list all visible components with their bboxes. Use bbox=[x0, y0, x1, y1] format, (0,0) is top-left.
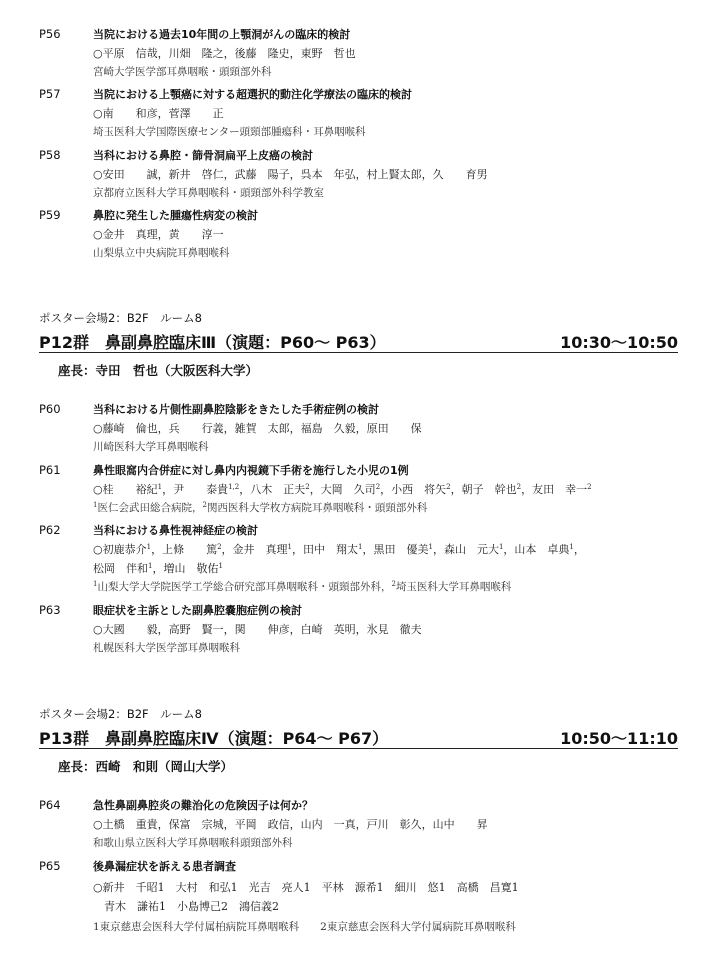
abstract-title bbox=[93, 522, 258, 539]
abstract-affiliation bbox=[93, 245, 230, 262]
abstract-affiliation bbox=[93, 124, 366, 141]
text-segment: ○平原 信哉，川畑 隆之，後藤 隆史，東野 哲也 bbox=[93, 47, 356, 60]
text-segment: ，小西 将矢 bbox=[380, 483, 447, 496]
affiliation-marker: 1 bbox=[569, 543, 574, 551]
text-segment: 当科における鼻性視神経症の検討 bbox=[93, 524, 258, 537]
text-segment: 当院における上顎癌に対する超選択的動注化学療法の臨床的検討 bbox=[93, 88, 412, 101]
text-segment: 山梨大学大学院医学工学総合研究部耳鼻咽喉科・頭頸部外科， bbox=[97, 581, 392, 593]
text-segment: 青木 謙祐1 小島博己2 鴻信義2 bbox=[93, 900, 279, 913]
session-venue: ポスター会場2：B2F ルーム8 bbox=[39, 311, 202, 325]
text-segment: 後鼻漏症状を訴える患者調査 bbox=[93, 860, 236, 873]
affiliation-marker: 2 bbox=[391, 580, 396, 588]
affiliation-marker: 1 bbox=[218, 562, 223, 570]
affiliation-marker: 2 bbox=[202, 501, 207, 509]
session-chair: 座長：寺田 哲也（大阪医科大学） bbox=[58, 363, 259, 378]
abstract-affiliation bbox=[93, 439, 209, 456]
abstract-affiliation bbox=[93, 64, 272, 81]
abstract-number: P57 bbox=[39, 87, 61, 101]
session-chair: 座長：西崎 和則（岡山大学） bbox=[58, 759, 234, 774]
abstract-authors bbox=[93, 226, 224, 243]
abstract-number: P58 bbox=[39, 148, 61, 162]
abstract-affiliation bbox=[93, 185, 324, 202]
abstract-number: P64 bbox=[39, 798, 61, 812]
text-segment: 京都府立医科大学耳鼻咽喉科・頭頸部外科学教室 bbox=[93, 187, 324, 199]
abstract-number: P63 bbox=[39, 603, 61, 617]
abstract-title bbox=[93, 462, 409, 479]
text-segment: 鼻性眼窩内合併症に対し鼻内内視鏡下手術を施行した小児の1例 bbox=[93, 464, 409, 477]
text-segment: ，八木 正夫 bbox=[239, 483, 306, 496]
affiliation-marker: 1,2 bbox=[228, 483, 240, 491]
affiliation-marker: 1 bbox=[146, 543, 152, 551]
text-segment: 埼玉医科大学耳鼻咽喉科 bbox=[395, 581, 512, 593]
abstract-number: P59 bbox=[39, 208, 61, 222]
text-segment: ○藤崎 倫也，兵 行義，雑賀 太郎，福島 久毅，原田 保 bbox=[93, 422, 422, 435]
text-segment: 鼻腔に発生した腫瘍性病変の検討 bbox=[93, 209, 258, 222]
affiliation-marker: 2 bbox=[587, 483, 592, 491]
abstract-authors bbox=[93, 420, 422, 437]
text-segment: ○大國 毅，高野 賢一，関 伸彦，白崎 英明，氷見 徹夫 bbox=[93, 623, 422, 636]
session-time: 10:30～10:50 bbox=[560, 333, 678, 352]
abstract-authors bbox=[93, 560, 223, 577]
affiliation-marker: 2 bbox=[446, 483, 451, 491]
affiliation-marker: 1 bbox=[358, 543, 363, 551]
text-segment: 医仁会武田総合病院， bbox=[97, 502, 203, 514]
text-segment: ，山本 卓典 bbox=[503, 543, 570, 556]
session-venue: ポスター会場2：B2F ルーム8 bbox=[39, 707, 202, 721]
text-segment: 札幌医科大学医学部耳鼻咽喉科 bbox=[93, 642, 240, 654]
abstract-number: P62 bbox=[39, 523, 61, 537]
abstract-authors bbox=[93, 481, 592, 498]
text-segment: 急性鼻副鼻腔炎の難治化の危険因子は何か？ bbox=[93, 799, 313, 812]
text-segment: 山梨県立中央病院耳鼻咽喉科 bbox=[93, 247, 230, 259]
text-segment: 松岡 伴和 bbox=[93, 562, 148, 575]
abstract-number: P56 bbox=[39, 27, 61, 41]
abstract-title bbox=[93, 26, 350, 43]
abstract-affiliation bbox=[93, 500, 427, 517]
session-title: P12群 鼻副鼻腔臨床Ⅲ（演題：P60～ P63） bbox=[39, 333, 386, 352]
abstract-authors bbox=[93, 621, 422, 638]
abstract-title bbox=[93, 86, 412, 103]
abstract-affiliation bbox=[93, 579, 511, 596]
abstract-title bbox=[93, 207, 258, 224]
text-segment: ○新井 千昭1 大村 和弘1 光吉 亮人1 平林 源希1 細川 悠1 高橋 昌寛1 bbox=[93, 881, 519, 894]
text-segment: 宮崎大学医学部耳鼻咽喉・頭頸部外科 bbox=[93, 66, 272, 78]
affiliation-marker: 2 bbox=[516, 483, 522, 491]
abstract-title bbox=[93, 858, 236, 875]
text-segment: ，増山 敬佑 bbox=[152, 562, 219, 575]
abstract-title bbox=[93, 602, 302, 619]
affiliation-marker: 1 bbox=[287, 543, 293, 551]
session-time: 10:50～11:10 bbox=[560, 729, 678, 748]
text-segment: ，尹 泰貴 bbox=[162, 483, 229, 496]
abstract-authors bbox=[93, 879, 519, 896]
affiliation-marker: 1 bbox=[148, 562, 153, 570]
text-segment: ○土橋 重貴，保富 宗城，平岡 政信，山内 一真，戸川 彰久，山中 昇 bbox=[93, 818, 488, 831]
abstract-authors bbox=[93, 45, 356, 62]
abstract-affiliation bbox=[93, 640, 240, 657]
affiliation-marker: 1 bbox=[93, 501, 98, 509]
abstract-authors bbox=[93, 105, 224, 122]
text-segment: ，森山 元大 bbox=[432, 543, 499, 556]
affiliation-marker: 2 bbox=[305, 483, 310, 491]
affiliation-marker: 1 bbox=[428, 543, 433, 551]
abstract-title bbox=[93, 797, 313, 814]
abstract-number: P61 bbox=[39, 463, 61, 477]
abstract-title bbox=[93, 147, 313, 164]
affiliation-marker: 2 bbox=[217, 543, 222, 551]
text-segment: ○桂 裕紀 bbox=[93, 483, 158, 496]
abstract-authors bbox=[93, 898, 279, 915]
text-segment: ，黒田 優美 bbox=[362, 543, 429, 556]
abstract-authors bbox=[93, 816, 488, 833]
text-segment: 川崎医科大学耳鼻咽喉科 bbox=[93, 441, 209, 453]
text-segment: ○初鹿恭介 bbox=[93, 543, 147, 556]
affiliation-marker: 2 bbox=[375, 483, 381, 491]
affiliation-marker: 1 bbox=[498, 543, 504, 551]
text-segment: ，上條 篤 bbox=[151, 543, 218, 556]
text-segment: ，朝子 幹也 bbox=[450, 483, 517, 496]
text-segment: 1東京慈恵会医科大学付属柏病院耳鼻咽喉科 2東京慈恵会医科大学付属病院耳鼻咽喉科 bbox=[93, 921, 516, 933]
text-segment: 関西医科大学枚方病院耳鼻咽喉科・頭頸部外科 bbox=[206, 502, 428, 514]
text-segment: ，田中 翔太 bbox=[292, 543, 359, 556]
text-segment: 当院における過去10年間の上顎洞がんの臨床的検討 bbox=[93, 28, 351, 41]
session-divider bbox=[39, 748, 678, 749]
session-title: P13群 鼻副鼻腔臨床Ⅳ（演題：P64～ P67） bbox=[39, 729, 389, 748]
text-segment: 埼玉医科大学国際医療センター頭頸部腫瘍科・耳鼻咽喉科 bbox=[93, 126, 366, 138]
text-segment: ，友田 幸一 bbox=[521, 483, 588, 496]
abstract-number: P60 bbox=[39, 402, 61, 416]
affiliation-marker: 1 bbox=[157, 483, 163, 491]
abstract-authors bbox=[93, 541, 585, 558]
text-segment: 眼症状を主訴とした副鼻腔嚢胞症例の検討 bbox=[93, 604, 302, 617]
text-segment: ○南 和彦，菅澤 正 bbox=[93, 107, 224, 120]
abstract-affiliation bbox=[93, 919, 516, 936]
affiliation-marker: 1 bbox=[93, 580, 98, 588]
abstract-title bbox=[93, 401, 379, 418]
text-segment: 当科における鼻腔・篩骨洞扁平上皮癌の検討 bbox=[93, 149, 313, 162]
text-segment: 当科における片側性副鼻腔陰影をきたした手術症例の検討 bbox=[93, 403, 379, 416]
text-segment: ○安田 誠，新井 啓仁，武藤 陽子，呉本 年弘，村上賢太郎，久 育男 bbox=[93, 168, 488, 181]
text-segment: ，大岡 久司 bbox=[309, 483, 376, 496]
abstract-authors bbox=[93, 166, 488, 183]
abstract-affiliation bbox=[93, 835, 293, 852]
text-segment: 和歌山県立医科大学耳鼻咽喉科頭頸部外科 bbox=[93, 837, 293, 849]
session-divider bbox=[39, 352, 678, 353]
abstract-number: P65 bbox=[39, 859, 61, 873]
text-segment: ， bbox=[573, 543, 585, 556]
text-segment: ，金井 真理 bbox=[221, 543, 288, 556]
text-segment: ○金井 真理，黄 淳一 bbox=[93, 228, 224, 241]
